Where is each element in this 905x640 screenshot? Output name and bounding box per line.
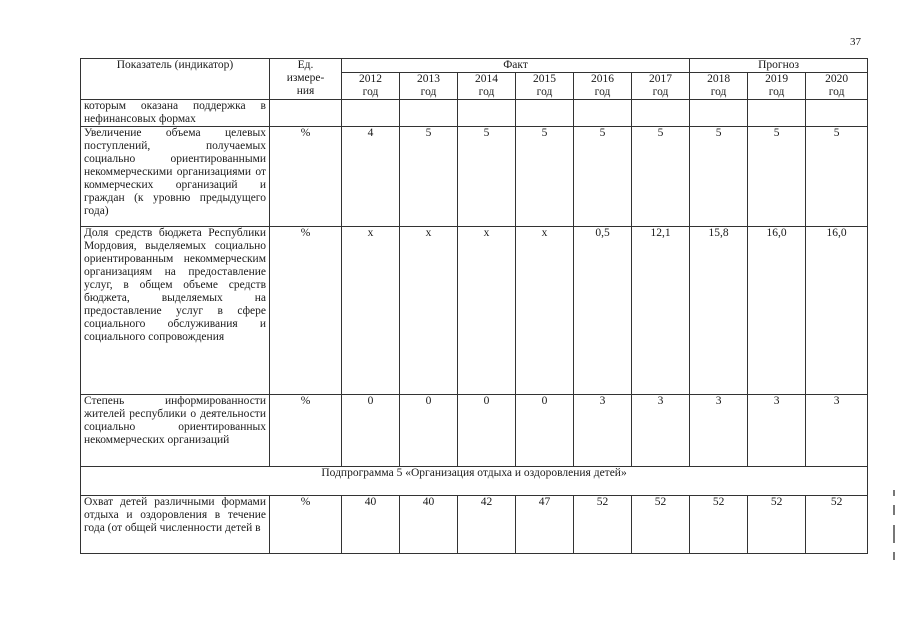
year-label: 2018 bbox=[707, 73, 731, 85]
value-cell bbox=[806, 100, 868, 127]
value-cell bbox=[574, 100, 632, 127]
value-cell: 0 bbox=[400, 395, 458, 467]
value-cell: 5 bbox=[516, 127, 574, 227]
year-word: год bbox=[594, 86, 611, 98]
indicator-cell: Охват детей различными формами отдыха и оздоровления в течение года (от общей численности детей в bbox=[81, 496, 270, 554]
value-cell bbox=[516, 100, 574, 127]
year-header bbox=[806, 73, 868, 100]
value-cell: 52 bbox=[632, 496, 690, 554]
year-word: год bbox=[536, 86, 553, 98]
indicator-header: Показатель (индикатор) bbox=[81, 59, 270, 100]
value-cell: х bbox=[400, 227, 458, 395]
value-cell: 52 bbox=[748, 496, 806, 554]
table-row bbox=[81, 395, 868, 467]
value-cell: 40 bbox=[342, 496, 400, 554]
value-cell: 5 bbox=[574, 127, 632, 227]
year-word: год bbox=[710, 86, 727, 98]
value-cell: 42 bbox=[458, 496, 516, 554]
value-cell bbox=[458, 100, 516, 127]
value-cell: 0 bbox=[342, 395, 400, 467]
year-label: 2015 bbox=[533, 73, 556, 85]
page-number: 37 bbox=[850, 36, 861, 48]
year-label: 2016 bbox=[591, 73, 614, 85]
year-word: год bbox=[768, 86, 785, 98]
value-cell: 3 bbox=[632, 395, 690, 467]
value-cell: 40 bbox=[400, 496, 458, 554]
value-cell: 3 bbox=[574, 395, 632, 467]
unit-cell bbox=[270, 100, 342, 127]
year-label: 2013 bbox=[417, 73, 440, 85]
value-cell: х bbox=[516, 227, 574, 395]
indicator-cell: Доля средств бюджета Республики Мордовия, выделяемых социально ориентированным некоммерческим организациям на предоставление услуг, в общем объеме средств бюджета, выделяемых на предоставление услуг в сфере социального обслуживания и социального сопровождения bbox=[81, 227, 270, 395]
value-cell: 5 bbox=[748, 127, 806, 227]
unit-header bbox=[270, 59, 342, 100]
year-header bbox=[458, 73, 516, 100]
value-cell: х bbox=[458, 227, 516, 395]
scan-edge-mark bbox=[893, 552, 895, 560]
year-label: 2014 bbox=[475, 73, 498, 85]
unit-header-line: Ед. bbox=[297, 59, 314, 71]
fact-header: Факт bbox=[342, 59, 690, 73]
indicator-cell: Степень информированности жителей республики о деятельности социально ориентированных некоммерческих организаций bbox=[81, 395, 270, 467]
year-header bbox=[690, 73, 748, 100]
year-header bbox=[574, 73, 632, 100]
indicator-table bbox=[80, 58, 868, 554]
year-header bbox=[632, 73, 690, 100]
scan-edge-mark bbox=[893, 525, 895, 543]
value-cell: 0 bbox=[516, 395, 574, 467]
value-cell bbox=[690, 100, 748, 127]
scan-edge-mark bbox=[893, 490, 895, 496]
year-header bbox=[516, 73, 574, 100]
table-body bbox=[81, 100, 868, 467]
value-cell: 5 bbox=[632, 127, 690, 227]
year-label: 2019 bbox=[765, 73, 789, 85]
year-word: год bbox=[478, 86, 495, 98]
year-word: год bbox=[362, 86, 379, 98]
indicator-cell: Увеличение объема целевых поступлений, получаемых социально ориентированными некоммерческими организациями от коммерческих организаций и граждан (к уровню предыдущего года) bbox=[81, 127, 270, 227]
value-cell: 52 bbox=[806, 496, 868, 554]
value-cell: 52 bbox=[574, 496, 632, 554]
year-word: год bbox=[828, 86, 845, 98]
table-body-2 bbox=[81, 496, 868, 554]
year-header bbox=[748, 73, 806, 100]
value-cell: 16,0 bbox=[748, 227, 806, 395]
indicator-cell: которым оказана поддержка в нефинансовых формах bbox=[81, 100, 270, 127]
value-cell: 3 bbox=[806, 395, 868, 467]
table-row bbox=[81, 100, 868, 127]
unit-header-line: измере- bbox=[286, 72, 325, 84]
value-cell: 3 bbox=[748, 395, 806, 467]
value-cell: 0,5 bbox=[574, 227, 632, 395]
value-cell: 52 bbox=[690, 496, 748, 554]
forecast-header: Прогноз bbox=[690, 59, 868, 73]
unit-cell: % bbox=[270, 227, 342, 395]
year-header bbox=[342, 73, 400, 100]
table-row bbox=[81, 496, 868, 554]
subprogram-title: Подпрограмма 5 «Организация отдыха и оздоровления детей» bbox=[81, 467, 868, 496]
section-body bbox=[81, 467, 868, 496]
unit-cell: % bbox=[270, 395, 342, 467]
value-cell bbox=[342, 100, 400, 127]
value-cell: 5 bbox=[400, 127, 458, 227]
year-header bbox=[400, 73, 458, 100]
year-word: год bbox=[652, 86, 669, 98]
value-cell: 12,1 bbox=[632, 227, 690, 395]
year-label: 2012 bbox=[359, 73, 382, 85]
unit-cell: % bbox=[270, 127, 342, 227]
value-cell bbox=[632, 100, 690, 127]
header-row-top bbox=[81, 59, 868, 73]
value-cell: х bbox=[342, 227, 400, 395]
unit-header-line: ния bbox=[296, 85, 315, 97]
value-cell: 4 bbox=[342, 127, 400, 227]
value-cell: 5 bbox=[690, 127, 748, 227]
table-row bbox=[81, 227, 868, 395]
year-label: 2020 bbox=[825, 73, 849, 85]
value-cell: 16,0 bbox=[806, 227, 868, 395]
value-cell: 0 bbox=[458, 395, 516, 467]
value-cell: 15,8 bbox=[690, 227, 748, 395]
unit-cell: % bbox=[270, 496, 342, 554]
year-label: 2017 bbox=[649, 73, 673, 85]
section-row bbox=[81, 467, 868, 496]
value-cell: 47 bbox=[516, 496, 574, 554]
value-cell bbox=[748, 100, 806, 127]
scan-edge-mark bbox=[893, 505, 895, 515]
year-word: год bbox=[420, 86, 437, 98]
value-cell: 3 bbox=[690, 395, 748, 467]
table-row bbox=[81, 127, 868, 227]
value-cell bbox=[400, 100, 458, 127]
value-cell: 5 bbox=[458, 127, 516, 227]
value-cell: 5 bbox=[806, 127, 868, 227]
